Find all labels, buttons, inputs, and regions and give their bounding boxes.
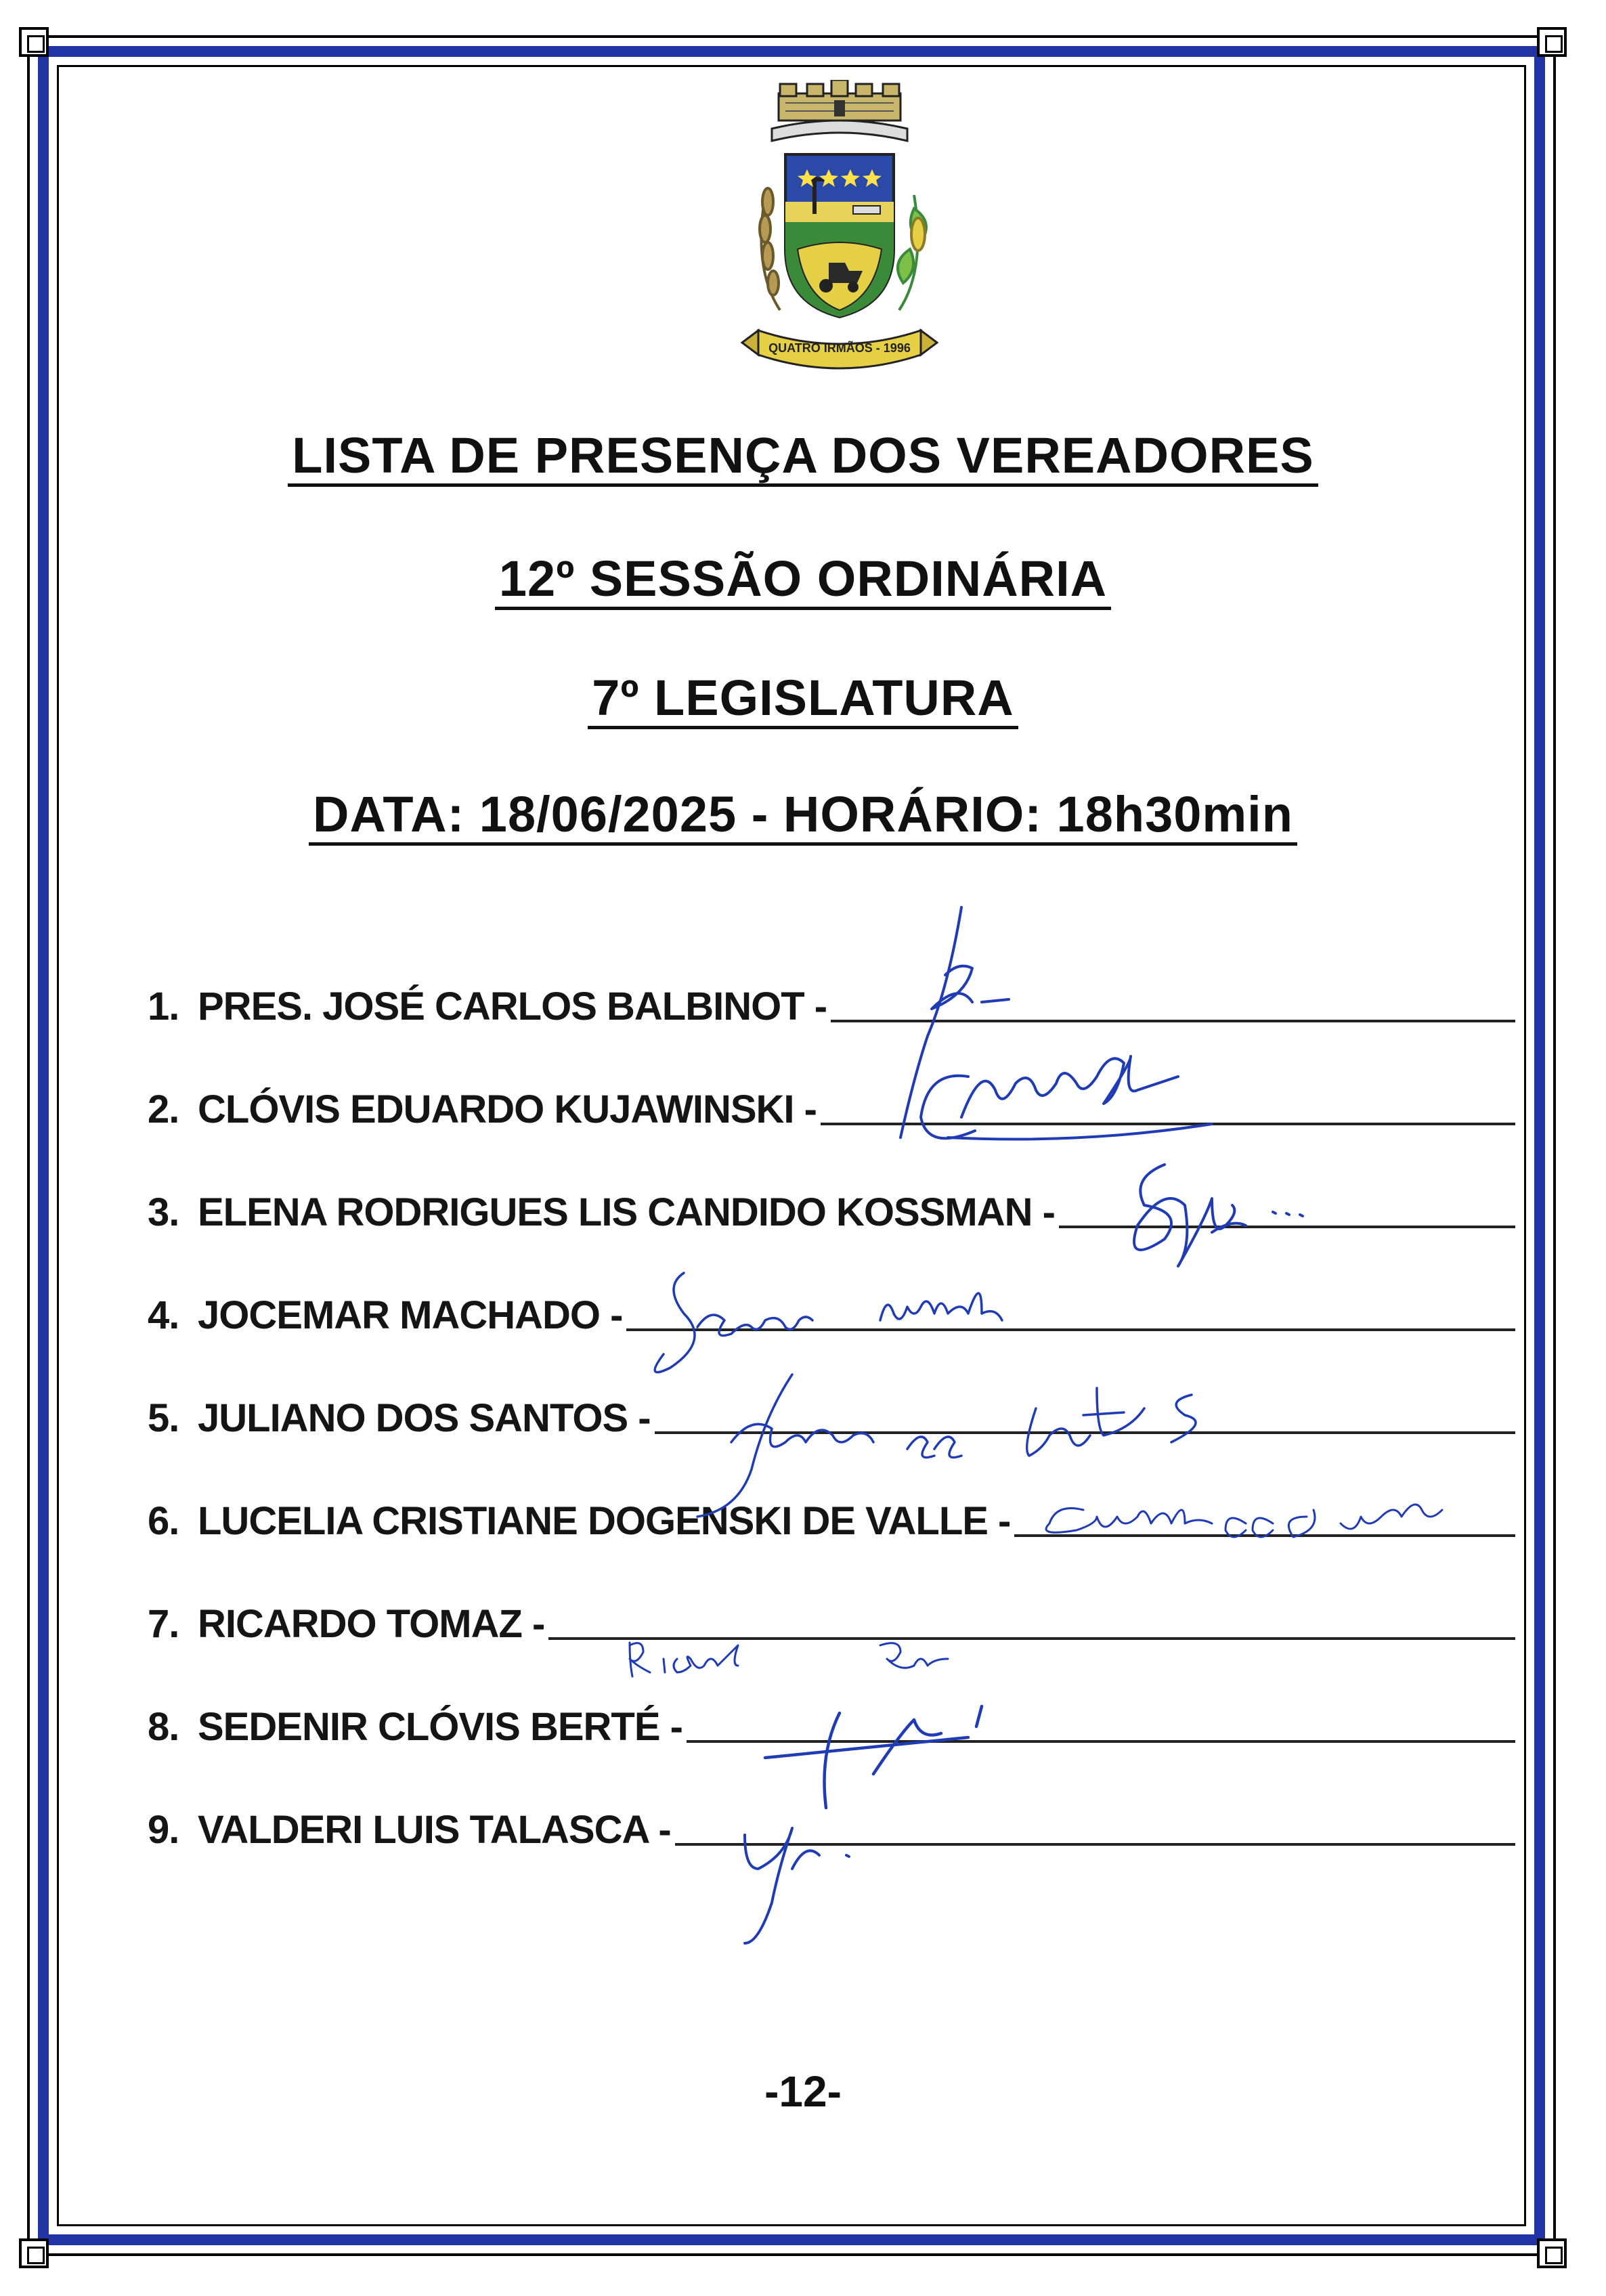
attendee-name: LUCELIA CRISTIANE DOGENSKI DE VALLE - [198, 1499, 1011, 1543]
frame-corner-ornament [1537, 27, 1567, 57]
attendee-number: 3. [148, 1190, 179, 1234]
attendee-row [148, 1702, 1515, 1750]
attendee-row [148, 1188, 1515, 1235]
document-title: LISTA DE PRESENÇA DOS VEREADORES [0, 427, 1606, 487]
crest-crown [772, 80, 907, 141]
crest-wheat-icon [760, 188, 780, 310]
attendee-row [148, 982, 1515, 1029]
crest-corn-icon [898, 195, 926, 310]
signature-line [675, 1842, 1515, 1846]
attendee-name: RICARDO TOMAZ - [198, 1602, 545, 1646]
municipal-crest-logo [718, 80, 961, 378]
attendee-number: 4. [148, 1293, 179, 1337]
attendee-number: 1. [148, 984, 179, 1028]
frame-corner-ornament [19, 27, 49, 57]
page-frame-inner [57, 65, 1526, 2226]
attendee-name: ELENA RODRIGUES LIS CANDIDO KOSSMAN - [198, 1190, 1055, 1234]
attendee-row [148, 1805, 1515, 1853]
frame-corner-ornament [1537, 2238, 1567, 2268]
signature-line [655, 1430, 1515, 1434]
frame-corner-ornament [19, 2238, 49, 2268]
attendee-number: 9. [148, 1808, 179, 1852]
attendee-number: 6. [148, 1499, 179, 1543]
attendee-row [148, 1085, 1515, 1132]
attendee-number: 7. [148, 1602, 179, 1646]
date-time-heading: DATA: 18/06/2025 - HORÁRIO: 18h30min [0, 785, 1606, 846]
attendee-number: 5. [148, 1396, 179, 1440]
attendee-row [148, 1291, 1515, 1338]
signature-line [1014, 1533, 1515, 1537]
attendee-name: PRES. JOSÉ CARLOS BALBINOT - [198, 984, 827, 1028]
session-heading: 12º SESSÃO ORDINÁRIA [0, 550, 1606, 610]
svg-text:QUATRO IRMÃOS - 1996: QUATRO IRMÃOS - 1996 [768, 341, 911, 355]
page-number: -12- [764, 2067, 842, 2116]
attendee-name: JULIANO DOS SANTOS - [198, 1396, 651, 1440]
signature-line [548, 1636, 1515, 1640]
signature-line [687, 1739, 1515, 1743]
signature-line [831, 1018, 1515, 1022]
attendee-row [148, 1599, 1515, 1647]
attendee-name: VALDERI LUIS TALASCA - [198, 1808, 671, 1852]
attendee-name: CLÓVIS EDUARDO KUJAWINSKI - [198, 1087, 817, 1131]
crest-ribbon [742, 330, 937, 368]
signature-line [1059, 1224, 1515, 1228]
legislature-heading: 7º LEGISLATURA [0, 669, 1606, 729]
attendee-name: JOCEMAR MACHADO - [198, 1293, 623, 1337]
attendee-number: 8. [148, 1705, 179, 1749]
crest-shield [785, 154, 894, 317]
signature-line [626, 1327, 1515, 1331]
attendee-name: SEDENIR CLÓVIS BERTÉ - [198, 1705, 682, 1749]
attendee-number: 2. [148, 1087, 179, 1131]
attendee-row [148, 1496, 1515, 1544]
signature-line [821, 1121, 1515, 1125]
attendee-row [148, 1393, 1515, 1441]
